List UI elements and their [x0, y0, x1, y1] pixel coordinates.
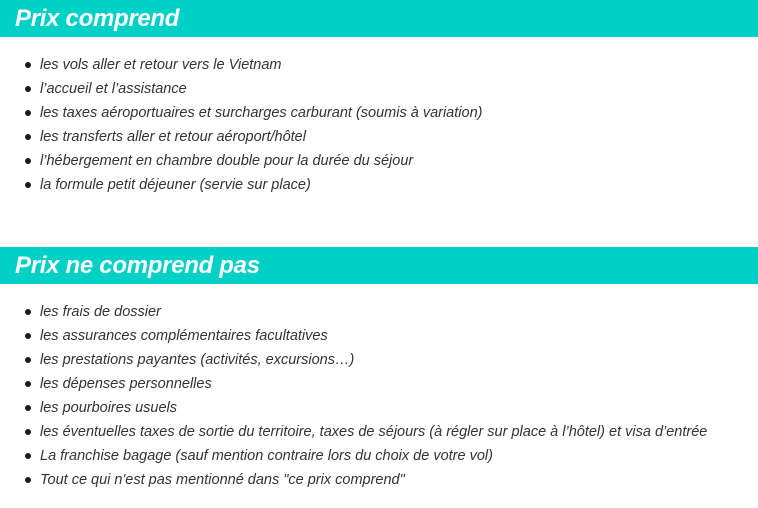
included-item-text: les vols aller et retour vers le Vietnam — [40, 57, 282, 73]
included-list-item — [0, 125, 758, 149]
included-list-item — [0, 173, 758, 197]
bullet-icon — [25, 86, 31, 92]
excluded-item-text: les frais de dossier — [40, 304, 161, 320]
bullet-icon — [25, 309, 31, 315]
bullet-icon — [25, 477, 31, 483]
included-list — [0, 53, 758, 197]
included-list-item — [0, 101, 758, 125]
excluded-list-item — [0, 300, 758, 324]
bullet-icon — [25, 333, 31, 339]
included-item-text: l’accueil et l’assistance — [40, 81, 187, 97]
excluded-item-text: les dépenses personnelles — [40, 376, 212, 392]
included-section-title: Prix comprend — [0, 0, 758, 37]
included-list-item — [0, 149, 758, 173]
excluded-list-item — [0, 348, 758, 372]
bullet-icon — [25, 110, 31, 116]
excluded-section-title: Prix ne comprend pas — [0, 247, 758, 284]
excluded-list-item — [0, 324, 758, 348]
excluded-list-item — [0, 420, 758, 444]
bullet-icon — [25, 381, 31, 387]
excluded-list-item — [0, 396, 758, 420]
excluded-list — [0, 300, 758, 492]
bullet-icon — [25, 429, 31, 435]
bullet-icon — [25, 405, 31, 411]
bullet-icon — [25, 182, 31, 188]
excluded-item-text: les assurances complémentaires facultatives — [40, 328, 328, 344]
included-item-text: l’hébergement en chambre double pour la durée du séjour — [40, 153, 414, 169]
included-list-item — [0, 53, 758, 77]
included-list-item — [0, 77, 758, 101]
bullet-icon — [25, 134, 31, 140]
excluded-item-text: les éventuelles taxes de sortie du territoire, taxes de séjours (à régler sur place à l’hôtel) et visa d’entrée — [40, 424, 708, 440]
excluded-list-item — [0, 444, 758, 468]
included-item-text: la formule petit déjeuner (servie sur place) — [40, 177, 311, 193]
excluded-item-text: les prestations payantes (activités, excursions…) — [40, 352, 355, 368]
excluded-list-item — [0, 372, 758, 396]
excluded-item-text: La franchise bagage (sauf mention contraire lors du choix de votre vol) — [40, 448, 493, 464]
bullet-icon — [25, 453, 31, 459]
bullet-icon — [25, 62, 31, 68]
included-item-text: les taxes aéroportuaires et surcharges carburant (soumis à variation) — [40, 105, 483, 121]
included-item-text: les transferts aller et retour aéroport/hôtel — [40, 129, 306, 145]
excluded-item-text: les pourboires usuels — [40, 400, 178, 416]
excluded-list-item — [0, 468, 758, 492]
bullet-icon — [25, 357, 31, 363]
bullet-icon — [25, 158, 31, 164]
excluded-item-text: Tout ce qui n'est pas mentionné dans "ce prix comprend" — [40, 472, 405, 488]
